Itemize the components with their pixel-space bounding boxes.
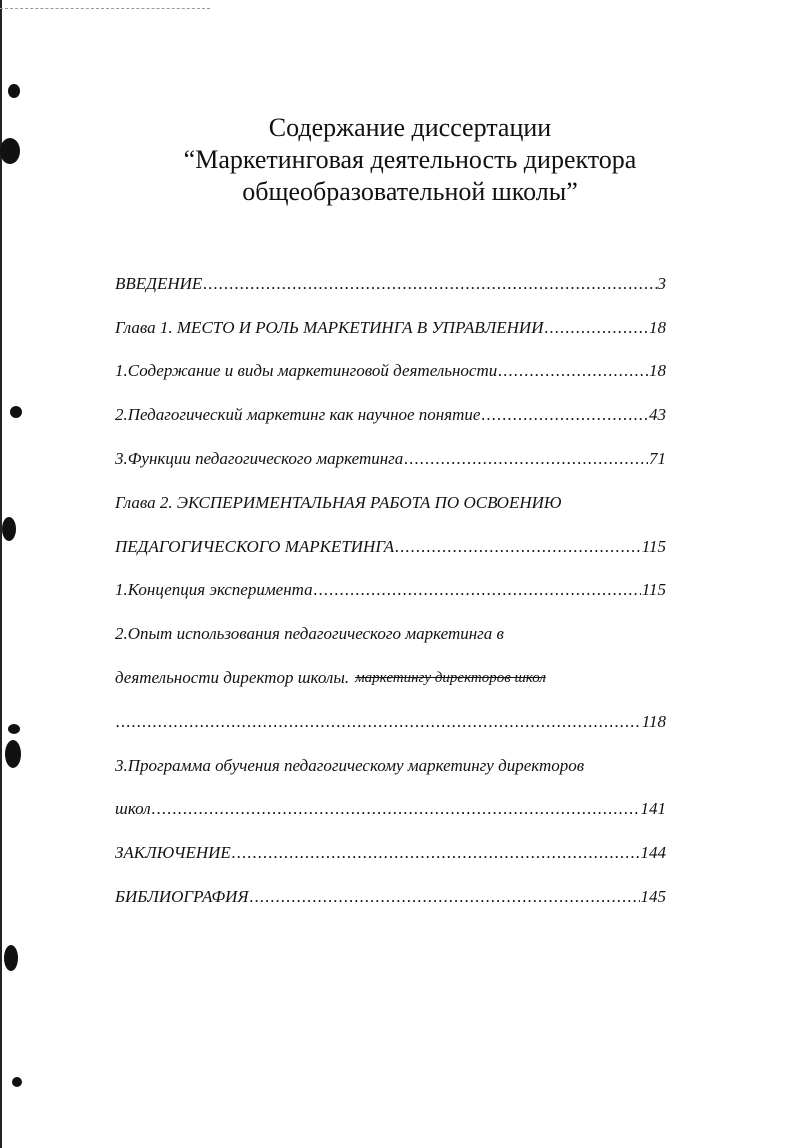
dot-leader [232, 843, 640, 863]
document-title [0, 112, 799, 208]
dot-leader [481, 405, 648, 425]
dot-leader [314, 580, 641, 600]
toc-page-number: 145 [640, 887, 666, 907]
dot-leader [152, 799, 640, 819]
toc-page-number: 115 [641, 536, 666, 556]
toc-entry [115, 393, 666, 437]
toc-entry-title: ЗАКЛЮЧЕНИЕ [115, 843, 231, 863]
toc-entry-title: ПЕДАГОГИЧЕСКОГО МАРКЕТИНГА [115, 536, 395, 556]
toc-page-number: 18 [649, 361, 666, 381]
toc-entry-title: 2.Опыт использования педагогического маркетинга в [115, 624, 504, 644]
toc-entry-title: 1.Содержание и виды маркетинговой деятельности [115, 361, 498, 381]
toc-entry-title: ВВЕДЕНИЕ [115, 273, 203, 293]
punch-hole-mark [4, 945, 18, 971]
toc-entry-title: Глава 1. МЕСТО И РОЛЬ МАРКЕТИНГА В УПРАВЛЕНИИ [115, 317, 544, 337]
table-of-contents [115, 262, 666, 919]
toc-entry [115, 744, 666, 788]
toc-page-number: 43 [649, 405, 666, 425]
punch-hole-mark [2, 517, 16, 541]
toc-page-number: 18 [649, 317, 666, 337]
toc-entry [115, 875, 666, 919]
title-line: “Маркетинговая деятельность директора [183, 145, 637, 174]
toc-page-number: 71 [649, 449, 666, 469]
punch-hole-mark [8, 84, 20, 98]
toc-page-number: 118 [641, 711, 666, 731]
punch-hole-mark [10, 406, 22, 418]
toc-entry [115, 831, 666, 875]
toc-entry-title: 3.Программа обучения педагогическому маркетингу директоров [115, 755, 585, 775]
toc-entry [115, 350, 666, 394]
toc-entry [115, 656, 666, 700]
toc-entry-title: БИБЛИОГРАФИЯ [115, 887, 249, 907]
toc-entry-title: 2.Педагогический маркетинг как научное понятие [115, 405, 481, 425]
toc-entry [115, 788, 666, 832]
dot-leader [116, 712, 641, 732]
dot-leader [250, 887, 640, 907]
toc-page-number: 141 [640, 799, 666, 819]
dot-leader [498, 361, 648, 381]
struck-text: маркетингу директоров школ [355, 669, 546, 686]
dot-leader [404, 449, 648, 469]
toc-entry [115, 306, 666, 350]
title-line: Содержание диссертации [268, 113, 552, 142]
toc-entry [115, 525, 666, 569]
toc-page-number: 144 [640, 843, 666, 863]
scan-artifact-line [0, 8, 210, 9]
toc-page-number: 115 [641, 580, 666, 600]
toc-entry [115, 481, 666, 525]
dot-leader [544, 318, 648, 338]
toc-entry-title: Глава 2. ЭКСПЕРИМЕНТАЛЬНАЯ РАБОТА ПО ОСВОЕНИЮ [115, 492, 562, 512]
toc-page-number: 3 [657, 273, 666, 293]
title-line: общеобразовательной школы” [242, 177, 578, 206]
toc-entry [115, 262, 666, 306]
dot-leader [395, 537, 641, 557]
toc-entry [115, 437, 666, 481]
dot-leader [203, 274, 656, 294]
punch-hole-mark [5, 740, 21, 768]
toc-entry-title: деятельности директор школы. [115, 668, 350, 688]
punch-hole-mark [12, 1077, 22, 1087]
toc-entry [115, 700, 666, 744]
toc-entry-title: школ [115, 799, 151, 819]
toc-entry [115, 569, 666, 613]
toc-entry [115, 612, 666, 656]
toc-entry-title: 3.Функции педагогического маркетинга [115, 449, 404, 469]
punch-hole-mark [8, 724, 20, 734]
toc-entry-title: 1.Концепция эксперимента [115, 580, 313, 600]
